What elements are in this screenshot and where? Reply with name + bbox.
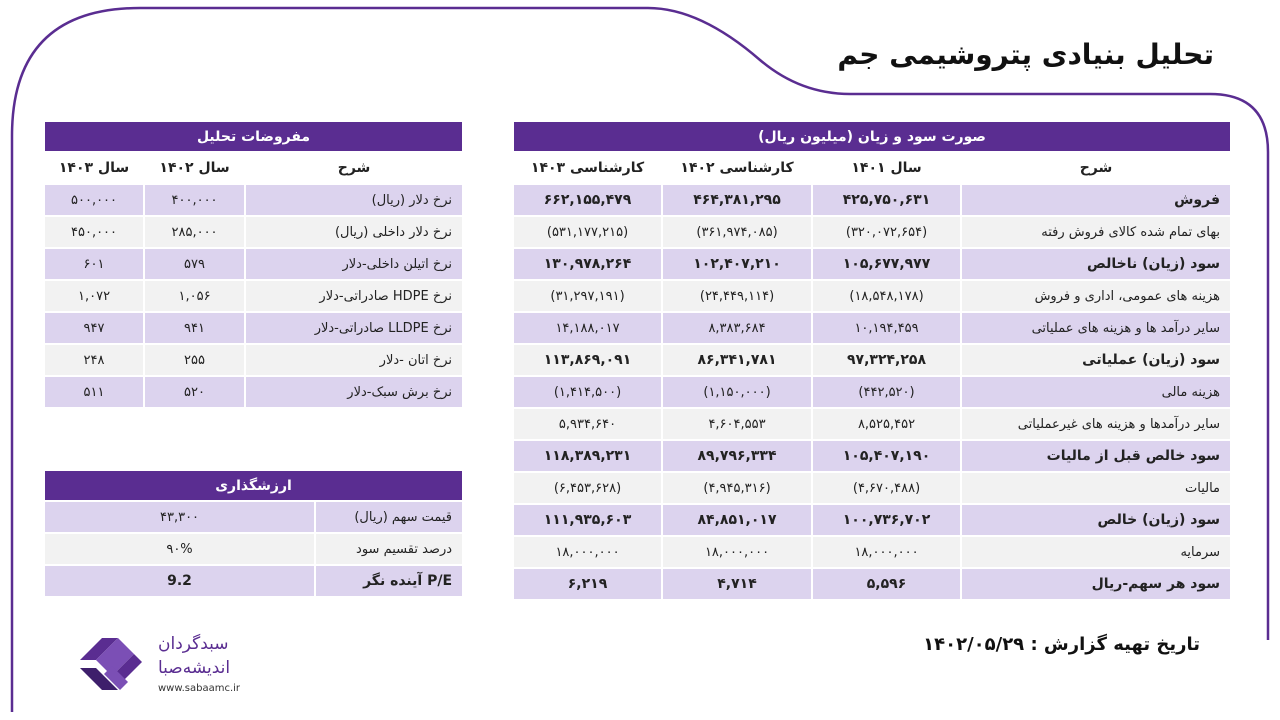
assumption-value-1402: ۹۴۱ — [144, 312, 245, 344]
table-row — [513, 440, 1231, 472]
table-row — [513, 408, 1231, 440]
valuation-value: ۴۳,۳۰۰ — [44, 501, 315, 533]
assumption-value-1403: ۴۵۰,۰۰۰ — [44, 216, 144, 248]
table-row — [513, 568, 1231, 600]
valuation-label: درصد تقسیم سود — [315, 533, 463, 565]
income-value-1401: ۸,۵۲۵,۴۵۲ — [812, 408, 961, 440]
income-value-1401: (۱۸,۵۴۸,۱۷۸) — [812, 280, 961, 312]
logo-line1: سبدگردان — [158, 634, 229, 654]
income-value-1403: ۱۸,۰۰۰,۰۰۰ — [513, 536, 662, 568]
income-value-1402: ۸,۳۸۳,۶۸۴ — [662, 312, 812, 344]
income-row-label: سود خالص قبل از مالیات — [961, 440, 1231, 472]
income-value-1401: (۴۴۲,۵۲۰) — [812, 376, 961, 408]
income-value-1402: ۴,۷۱۴ — [662, 568, 812, 600]
table-row — [513, 376, 1231, 408]
assumption-value-1402: ۲۸۵,۰۰۰ — [144, 216, 245, 248]
table-row — [513, 344, 1231, 376]
assumption-value-1403: ۶۰۱ — [44, 248, 144, 280]
income-value-1402: ۴,۶۰۴,۵۵۳ — [662, 408, 812, 440]
income-row-label: سود (زیان) خالص — [961, 504, 1231, 536]
assumptions-header-1: سال ۱۴۰۲ — [144, 152, 245, 184]
assumption-value-1403: ۱,۰۷۲ — [44, 280, 144, 312]
income-value-1401: ۱۰۰,۷۳۶,۷۰۲ — [812, 504, 961, 536]
assumption-label: نرخ HDPE صادراتی-دلار — [245, 280, 463, 312]
logo-url: www.sabaamc.ir — [158, 683, 241, 694]
assumption-value-1403: ۲۴۸ — [44, 344, 144, 376]
income-row-label: سرمایه — [961, 536, 1231, 568]
assumptions-header-2: سال ۱۴۰۳ — [44, 152, 144, 184]
valuation-value: 9.2 — [44, 565, 315, 597]
assumption-label: نرخ اتیلن داخلی-دلار — [245, 248, 463, 280]
income-row-label: سایر درآمدها و هزینه های غیرعملیاتی — [961, 408, 1231, 440]
income-row-label: بهای تمام شده کالای فروش رفته — [961, 216, 1231, 248]
income-row-label: سود هر سهم-ریال — [961, 568, 1231, 600]
income-value-1401: ۹۷,۳۲۴,۲۵۸ — [812, 344, 961, 376]
table-row — [513, 280, 1231, 312]
report-date: تاریخ تهیه گزارش : ۱۴۰۲/۰۵/۲۹ — [923, 634, 1200, 655]
income-value-1403: ۱۴,۱۸۸,۰۱۷ — [513, 312, 662, 344]
table-row — [44, 376, 463, 408]
table-row — [44, 565, 463, 597]
table-row — [44, 280, 463, 312]
assumption-value-1402: ۵۷۹ — [144, 248, 245, 280]
income-row-label: هزینه مالی — [961, 376, 1231, 408]
income-value-1403: (۶,۴۵۳,۶۲۸) — [513, 472, 662, 504]
table-row — [44, 533, 463, 565]
income-header-1: سال ۱۴۰۱ — [812, 152, 961, 184]
income-row-label: سود (زیان) عملیاتی — [961, 344, 1231, 376]
table-row — [44, 184, 463, 216]
table-row — [513, 248, 1231, 280]
income-value-1401: ۵,۵۹۶ — [812, 568, 961, 600]
table-row — [513, 184, 1231, 216]
sabaamc-logo-icon — [76, 630, 146, 700]
income-value-1402: (۲۴,۴۴۹,۱۱۴) — [662, 280, 812, 312]
assumption-value-1403: ۵۱۱ — [44, 376, 144, 408]
income-value-1403: ۵,۹۳۴,۶۴۰ — [513, 408, 662, 440]
assumption-value-1402: ۱,۰۵۶ — [144, 280, 245, 312]
income-value-1401: (۴,۶۷۰,۴۸۸) — [812, 472, 961, 504]
assumption-value-1402: ۴۰۰,۰۰۰ — [144, 184, 245, 216]
income-value-1403: (۵۳۱,۱۷۷,۲۱۵) — [513, 216, 662, 248]
income-value-1403: ۱۳۰,۹۷۸,۲۶۴ — [513, 248, 662, 280]
income-value-1401: ۱۰,۱۹۴,۴۵۹ — [812, 312, 961, 344]
income-value-1402: (۱,۱۵۰,۰۰۰) — [662, 376, 812, 408]
valuation-label: P/E آینده نگر — [315, 565, 463, 597]
table-row — [44, 344, 463, 376]
income-value-1402: ۱۸,۰۰۰,۰۰۰ — [662, 536, 812, 568]
income-statement-table — [512, 120, 1230, 601]
assumption-label: نرخ دلار داخلی (ریال) — [245, 216, 463, 248]
table-row — [513, 312, 1231, 344]
table-row — [513, 472, 1231, 504]
assumptions-caption: مفروضات تحلیل — [44, 121, 463, 152]
assumption-label: نرخ اتان -دلار — [245, 344, 463, 376]
company-logo — [76, 630, 266, 700]
income-value-1403: (۳۱,۲۹۷,۱۹۱) — [513, 280, 662, 312]
income-value-1403: (۱,۴۱۴,۵۰۰) — [513, 376, 662, 408]
income-value-1401: ۴۲۵,۷۵۰,۶۳۱ — [812, 184, 961, 216]
income-value-1403: ۱۱۳,۸۶۹,۰۹۱ — [513, 344, 662, 376]
income-value-1401: ۱۸,۰۰۰,۰۰۰ — [812, 536, 961, 568]
income-value-1403: ۱۱۱,۹۳۵,۶۰۳ — [513, 504, 662, 536]
income-value-1403: ۶,۲۱۹ — [513, 568, 662, 600]
assumption-value-1403: ۵۰۰,۰۰۰ — [44, 184, 144, 216]
logo-line2: اندیشه‌صبا — [158, 658, 231, 678]
income-header-0: شرح — [961, 152, 1231, 184]
table-row — [513, 536, 1231, 568]
income-value-1401: ۱۰۵,۶۷۷,۹۷۷ — [812, 248, 961, 280]
income-value-1402: ۸۶,۳۴۱,۷۸۱ — [662, 344, 812, 376]
income-value-1401: (۳۲۰,۰۷۲,۶۵۴) — [812, 216, 961, 248]
income-value-1401: ۱۰۵,۴۰۷,۱۹۰ — [812, 440, 961, 472]
income-caption: صورت سود و زیان (میلیون ریال) — [513, 121, 1231, 152]
valuation-label: قیمت سهم (ریال) — [315, 501, 463, 533]
income-row-label: فروش — [961, 184, 1231, 216]
assumption-label: نرخ LLDPE صادراتی-دلار — [245, 312, 463, 344]
assumptions-table — [43, 120, 462, 409]
assumption-label: نرخ برش سبک-دلار — [245, 376, 463, 408]
valuation-value: ۹۰% — [44, 533, 315, 565]
income-value-1402: ۸۴,۸۵۱,۰۱۷ — [662, 504, 812, 536]
page-title: تحلیل بنیادی پتروشیمی جم — [837, 38, 1214, 71]
assumptions-header-0: شرح — [245, 152, 463, 184]
table-row — [44, 216, 463, 248]
income-value-1403: ۱۱۸,۳۸۹,۲۳۱ — [513, 440, 662, 472]
income-value-1402: ۴۶۴,۳۸۱,۲۹۵ — [662, 184, 812, 216]
income-value-1402: ۸۹,۷۹۶,۳۳۴ — [662, 440, 812, 472]
income-value-1403: ۶۶۲,۱۵۵,۴۷۹ — [513, 184, 662, 216]
valuation-caption: ارزشگذاری — [44, 470, 463, 501]
valuation-table — [43, 469, 462, 598]
income-row-label: مالیات — [961, 472, 1231, 504]
table-row — [513, 216, 1231, 248]
income-row-label: هزینه های عمومی، اداری و فروش — [961, 280, 1231, 312]
assumption-label: نرخ دلار (ریال) — [245, 184, 463, 216]
table-row — [513, 504, 1231, 536]
assumption-value-1402: ۲۵۵ — [144, 344, 245, 376]
assumption-value-1402: ۵۲۰ — [144, 376, 245, 408]
income-row-label: سود (زیان) ناخالص — [961, 248, 1231, 280]
table-row — [44, 501, 463, 533]
income-value-1402: (۳۶۱,۹۷۴,۰۸۵) — [662, 216, 812, 248]
income-header-3: کارشناسی ۱۴۰۳ — [513, 152, 662, 184]
income-header-2: کارشناسی ۱۴۰۲ — [662, 152, 812, 184]
income-value-1402: ۱۰۲,۴۰۷,۲۱۰ — [662, 248, 812, 280]
assumption-value-1403: ۹۴۷ — [44, 312, 144, 344]
income-row-label: سایر درآمد ها و هزینه های عملیاتی — [961, 312, 1231, 344]
income-value-1402: (۴,۹۴۵,۳۱۶) — [662, 472, 812, 504]
table-row — [44, 248, 463, 280]
table-row — [44, 312, 463, 344]
